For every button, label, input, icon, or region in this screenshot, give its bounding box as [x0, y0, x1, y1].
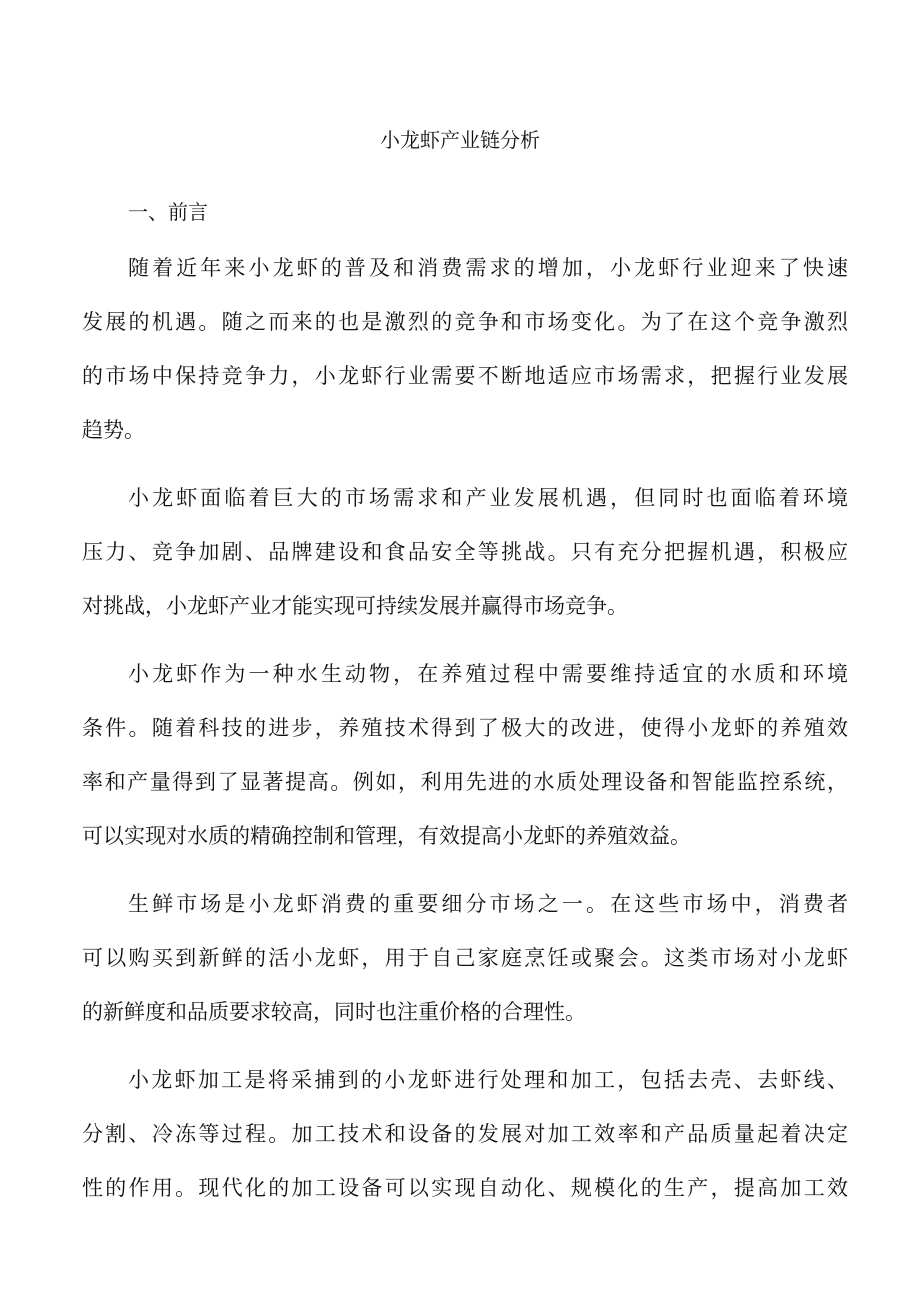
text-line: 小龙虾作为一种水生动物，在养殖过程中需要维持适宜的水质和环境 [128, 662, 848, 686]
text-line: 性的作用。现代化的加工设备可以实现自动化、规模化的生产，提高加工效 [82, 1176, 848, 1200]
paragraph-3 [82, 660, 848, 876]
text-line: 趋势。 [82, 418, 145, 442]
text-line: 对挑战，小龙虾产业才能实现可持续发展并赢得市场竞争。 [82, 594, 628, 618]
text-line: 条件。随着科技的进步，养殖技术得到了极大的改进，使得小龙虾的养殖效 [82, 716, 848, 740]
section-heading: 一、前言 [128, 200, 208, 224]
paragraph-2 [82, 484, 848, 646]
text-line: 随着近年来小龙虾的普及和消费需求的增加，小龙虾行业迎来了快速 [128, 256, 848, 280]
text-line: 的市场中保持竞争力，小龙虾行业需要不断地适应市场需求，把握行业发展 [82, 364, 848, 388]
text-line: 小龙虾加工是将采捕到的小龙虾进行处理和加工，包括去壳、去虾线、 [128, 1068, 848, 1092]
paragraph-5 [82, 1066, 848, 1228]
paragraph-1 [82, 254, 848, 470]
text-line: 生鲜市场是小龙虾消费的重要细分市场之一。在这些市场中，消费者 [128, 892, 848, 916]
paragraph-4 [82, 890, 848, 1052]
text-line: 发展的机遇。随之而来的也是激烈的竞争和市场变化。为了在这个竞争激烈 [82, 310, 848, 334]
text-line: 率和产量得到了显著提高。例如，利用先进的水质处理设备和智能监控系统， [82, 770, 848, 794]
text-line: 分割、冷冻等过程。加工技术和设备的发展对加工效率和产品质量起着决定 [82, 1122, 848, 1146]
text-line: 可以购买到新鲜的活小龙虾，用于自己家庭烹饪或聚会。这类市场对小龙虾 [82, 946, 848, 970]
text-line: 压力、竞争加剧、品牌建设和食品安全等挑战。只有充分把握机遇，积极应 [82, 540, 848, 564]
text-line: 的新鲜度和品质要求较高，同时也注重价格的合理性。 [82, 1000, 586, 1024]
text-line: 小龙虾面临着巨大的市场需求和产业发展机遇，但同时也面临着环境 [128, 486, 848, 510]
text-line: 可以实现对水质的精确控制和管理，有效提高小龙虾的养殖效益。 [82, 824, 691, 848]
document-title: 小龙虾产业链分析 [380, 128, 540, 152]
